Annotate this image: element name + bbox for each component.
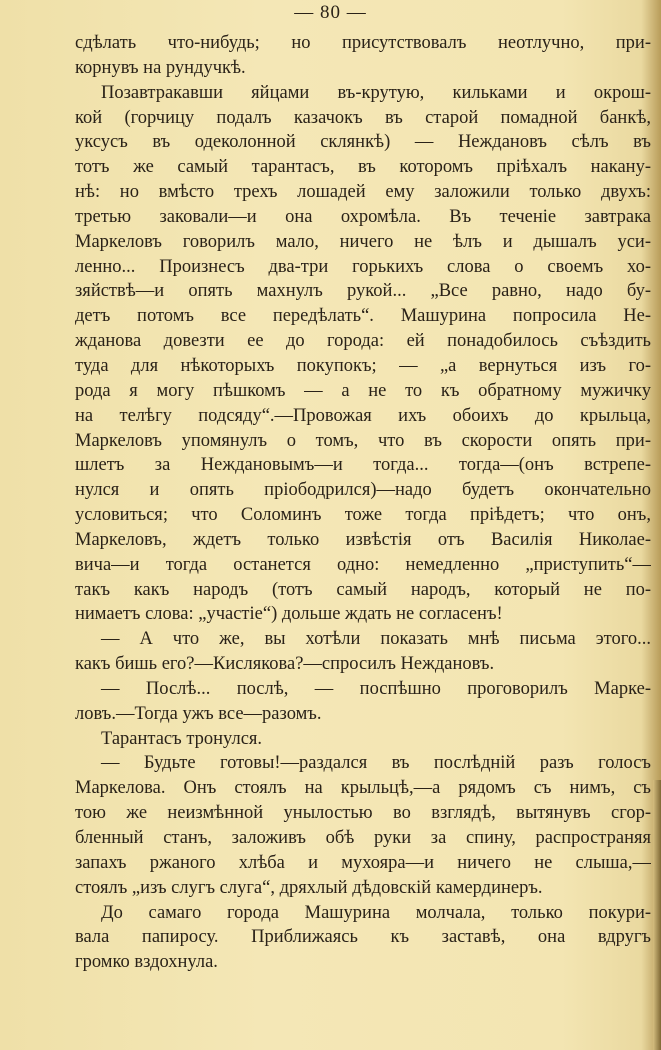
text-line: Тарантасъ тронулся. bbox=[101, 728, 263, 749]
text-line: зяйствѣ—и опять махнулъ рукой... „Все равно, надо бу- bbox=[75, 281, 651, 302]
text-line: запахъ ржаного хлѣба и мухояра—и ничего не слыша,— bbox=[75, 852, 651, 873]
text-line: громко вздохнула. bbox=[75, 952, 218, 973]
text-line: До самаго города Машурина молчала, только покури- bbox=[101, 902, 651, 923]
text-line: третью заковали—и она охромѣла. Въ теченіе завтрака bbox=[75, 206, 651, 227]
text-line: на телѣгу подсяду“.—Провожая ихъ обоихъ до крыльца, bbox=[75, 405, 651, 426]
text-line: условиться; что Соломинъ тоже тогда пріѣдетъ; что онъ, bbox=[75, 505, 651, 526]
text-line: ловъ.—Тогда ужъ все—разомъ. bbox=[75, 703, 322, 724]
text-line: нулся и опять пріободрился)—надо будетъ окончательно bbox=[75, 480, 651, 501]
text-line: вала папиросу. Приближаясь къ заставѣ, она вдругъ bbox=[75, 927, 651, 948]
text-line: вича—и тогда останется одно: немедленно „приступить“— bbox=[75, 554, 651, 575]
text-line: шлетъ за Неждановымъ—и тогда... тогда—(онъ встрепе- bbox=[75, 455, 651, 476]
text-line: — А что же, вы хотѣли показать мнѣ письма этого... bbox=[101, 629, 651, 650]
text-line: рода я могу пѣшкомъ — а не то къ обратному мужичку bbox=[75, 380, 651, 401]
text-line: какъ бишь его?—Кислякова?—спросилъ Неждановъ. bbox=[75, 654, 495, 675]
text-line: детъ потомъ все передѣлать“. Машурина попросила Не- bbox=[75, 306, 651, 327]
text-line: нимаетъ слова: „участіе“) дольше ждать не согласенъ! bbox=[75, 604, 503, 625]
page-number: — 80 — bbox=[294, 2, 367, 23]
text-line: корнувъ на рундучкѣ. bbox=[75, 57, 246, 78]
text-line: туда для нѣкоторыхъ покупокъ; — „а вернуться изъ го- bbox=[75, 355, 651, 376]
text-line: уксусъ въ одеколонной склянкѣ) — Неждановъ сѣлъ въ bbox=[75, 132, 651, 153]
text-line: Маркеловъ, ждетъ только извѣстія отъ Василія Николае- bbox=[75, 529, 651, 550]
text-line: тотъ же самый тарантасъ, въ которомъ пріѣхалъ накану- bbox=[75, 157, 651, 178]
text-line: жданова довезти ее до города: ей понадобилось съѣздить bbox=[75, 331, 651, 352]
text-line: Маркелова. Онъ стоялъ на крыльцѣ,—а рядомъ съ нимъ, съ bbox=[75, 778, 651, 799]
text-line: стоялъ „изъ слугъ слуга“, дряхлый дѣдовскій камердинеръ. bbox=[75, 877, 543, 898]
text-line: такъ какъ народъ (тотъ самый народъ, который не по- bbox=[75, 579, 651, 600]
text-line: кой (горчицу подалъ казачокъ въ старой помадной банкѣ, bbox=[75, 107, 651, 128]
text-line: — Будьте готовы!—раздался въ послѣдній разъ голосъ bbox=[101, 753, 651, 774]
text-line: — Послѣ... послѣ, — поспѣшно проговорилъ Марке- bbox=[101, 678, 651, 699]
body-text bbox=[75, 31, 651, 975]
text-line: нѣ: но вмѣсто трехъ лошадей ему заложили только двухъ: bbox=[75, 182, 651, 203]
text-line: ленно... Произнесъ два-три горькихъ слова о своемъ хо- bbox=[75, 256, 651, 277]
text-line: сдѣлать что-нибудь; но присутствовалъ неотлучно, при- bbox=[75, 33, 651, 53]
text-line: бленный станъ, заложивъ обѣ руки за спину, распространяя bbox=[75, 828, 651, 848]
page-edge-shadow bbox=[653, 780, 661, 1050]
text-line: тою же неизмѣнной унылостью во взглядѣ, вытянувъ сгор- bbox=[75, 803, 651, 824]
text-line: Позавтракавши яйцами въ-крутую, кильками и окрош- bbox=[101, 82, 651, 103]
text-line: Маркеловъ говорилъ мало, ничего не ѣлъ и дышалъ уси- bbox=[75, 231, 651, 252]
text-line: Маркеловъ упомянулъ о томъ, что въ скорости опять при- bbox=[75, 430, 651, 451]
